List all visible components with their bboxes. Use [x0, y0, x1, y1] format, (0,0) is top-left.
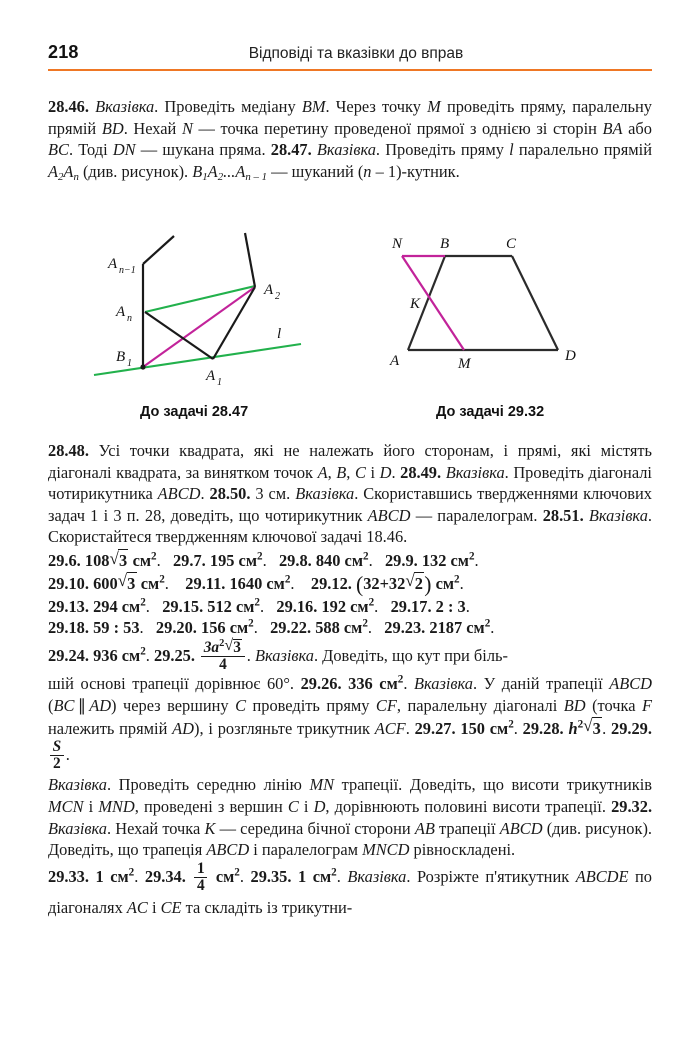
label-a-2: A: [264, 282, 274, 298]
label-m: M: [458, 356, 471, 372]
answers-line-2: 29.10. 600 √ 3 $см^2$. 29.11. 1640 $см^2$. 29.12. (32+32 √ 2) $см^2$.: [48, 572, 652, 596]
label-a: A: [390, 353, 400, 369]
label-k: K: [410, 296, 421, 312]
label-c: C: [506, 236, 517, 252]
vertex-dot-b1: [140, 364, 145, 369]
edge-a2-up: [245, 233, 255, 287]
edge-upper-left: [143, 236, 174, 264]
page-title: Відповіді та вказівки до вправ: [248, 45, 464, 62]
figure-28-47-svg: [88, 228, 318, 403]
label-b-1-sub: 1: [127, 358, 132, 369]
label-a-n-sub: n: [127, 313, 132, 324]
answers-line-4: 29.18. 59 : 53. 29.20. 156 $см^2$. 29.22. 588 $см^2$. 29.23. 2187 $см^2$.: [48, 617, 495, 638]
page-header: [48, 42, 652, 71]
edge-cd: [512, 256, 558, 350]
answers-line-6: 29.33. 1 $см^2$. 29.34. $\frac{1}{4}$ $см^2$. 29.35. 1 $см^2$. Вказівка. Розріжте п'ятикутник ABCDE по діагоналях AC і CE та складіть із трикутни-: [48, 859, 653, 918]
paragraph-top-text: 28.46. Вказівка. Проведіть медіану BM. Через точку M проведіть пряму, паралельну прямій BD. Нехай N — точка перетину проведеної прямої з однією зі сторін BA або BC. Тоді DN — шукана пряма. 28.47. Вказівка. Проведіть пряму l паралельно прямій $A_2A_n$ (див. рисунок). $B_1A_2...A_{n - 1}$ — шуканий (n – 1)-кутник.: [48, 97, 652, 183]
paragraph-28-48: 28.48. Усі точки квадрата, які не належать його сторонам, і прямі, які містять діагоналі квадрата, за винятком точок A, B, C і D. 28.49. Вказівка. Проведіть діагоналі чотирикутника ABCD. 28.50. 3 см. Вказівка. Скориставшись твердженнями ключових задач 1 і 3 п. 28, доведіть, що чотирикутник ABCD — паралелограм. 28.51. Вказівка. Скористайтеся твердженням ключової задачі 18.46.: [48, 441, 652, 547]
answers-line-3: 29.13. 294 $см^2$. 29.15. 512 $см^2$. 29.16. 192 $см^2$. 29.17. 2 : 3.: [48, 596, 470, 616]
label-a-2-sub: 2: [275, 291, 280, 302]
caption-figure-right: До задачі 29.32: [436, 404, 545, 420]
label-a-1: A: [206, 368, 216, 384]
paragraph-main-block: [48, 440, 652, 921]
label-a-n: A: [116, 304, 126, 320]
figure-29-32: [378, 228, 598, 408]
paragraph-29-26: шій основі трапеції дорівнює 60°. 29.26. 336 $см^2$. Вказівка. У даній трапеції ABCD (BC ∥ AD) через вершину C проведіть пряму CF, паралельну діагоналі BD (точка F належить прямій AD), і розгляньте трикутник ACF. 29.27. 150 $см^2$. 29.28. $h^2$ √ 3. 29.29. $\frac{S}{2}$ .: [48, 673, 652, 772]
figure-row: [48, 228, 652, 428]
paragraph-top: [48, 96, 652, 182]
figure-29-32-svg: [378, 228, 598, 403]
label-a-1-sub: 1: [217, 377, 222, 388]
caption-figure-left: До задачі 28.47: [140, 404, 249, 420]
paragraph-29-32: Вказівка. Проведіть середню лінію MN трапеції. Доведіть, що висоти трикутників MCN і MND, проведені з вершин C і D, дорівнюють половині висоти трапеції. 29.32. Вказівка. Нехай точка K — середина бічної сторони AB трапеції ABCD (див. рисунок). Доведіть, що трапеція ABCD і паралелограм MNCD рівноскладені.: [48, 775, 653, 860]
label-b: B: [440, 236, 450, 252]
edge-an-a1: [145, 312, 213, 359]
edge-a1-a2: [213, 287, 255, 359]
label-n: N: [392, 236, 403, 252]
figure-28-47: [88, 228, 318, 408]
label-a-n-minus-1-sub: n−1: [119, 265, 136, 276]
header-row: [48, 42, 652, 63]
label-b-1: B: [116, 349, 126, 365]
answers-line-5: 29.24. 936 $см^2$. 29.25. $\frac{3a^2 √ 3}{4}$ . Вказівка. Доведіть, що кут при біль-: [48, 639, 652, 673]
label-line-l: l: [277, 326, 282, 342]
label-d: D: [565, 348, 576, 364]
page-number: 218: [48, 42, 79, 62]
header-rule: [48, 69, 652, 71]
label-a-n-minus-1: A: [108, 256, 118, 272]
answers-line-1: 29.6. 108 √ 3 $см^2$. 29.7. 195 $см^2$. 29.8. 840 $см^2$. 29.9. 132 $см^2$.: [48, 549, 652, 572]
